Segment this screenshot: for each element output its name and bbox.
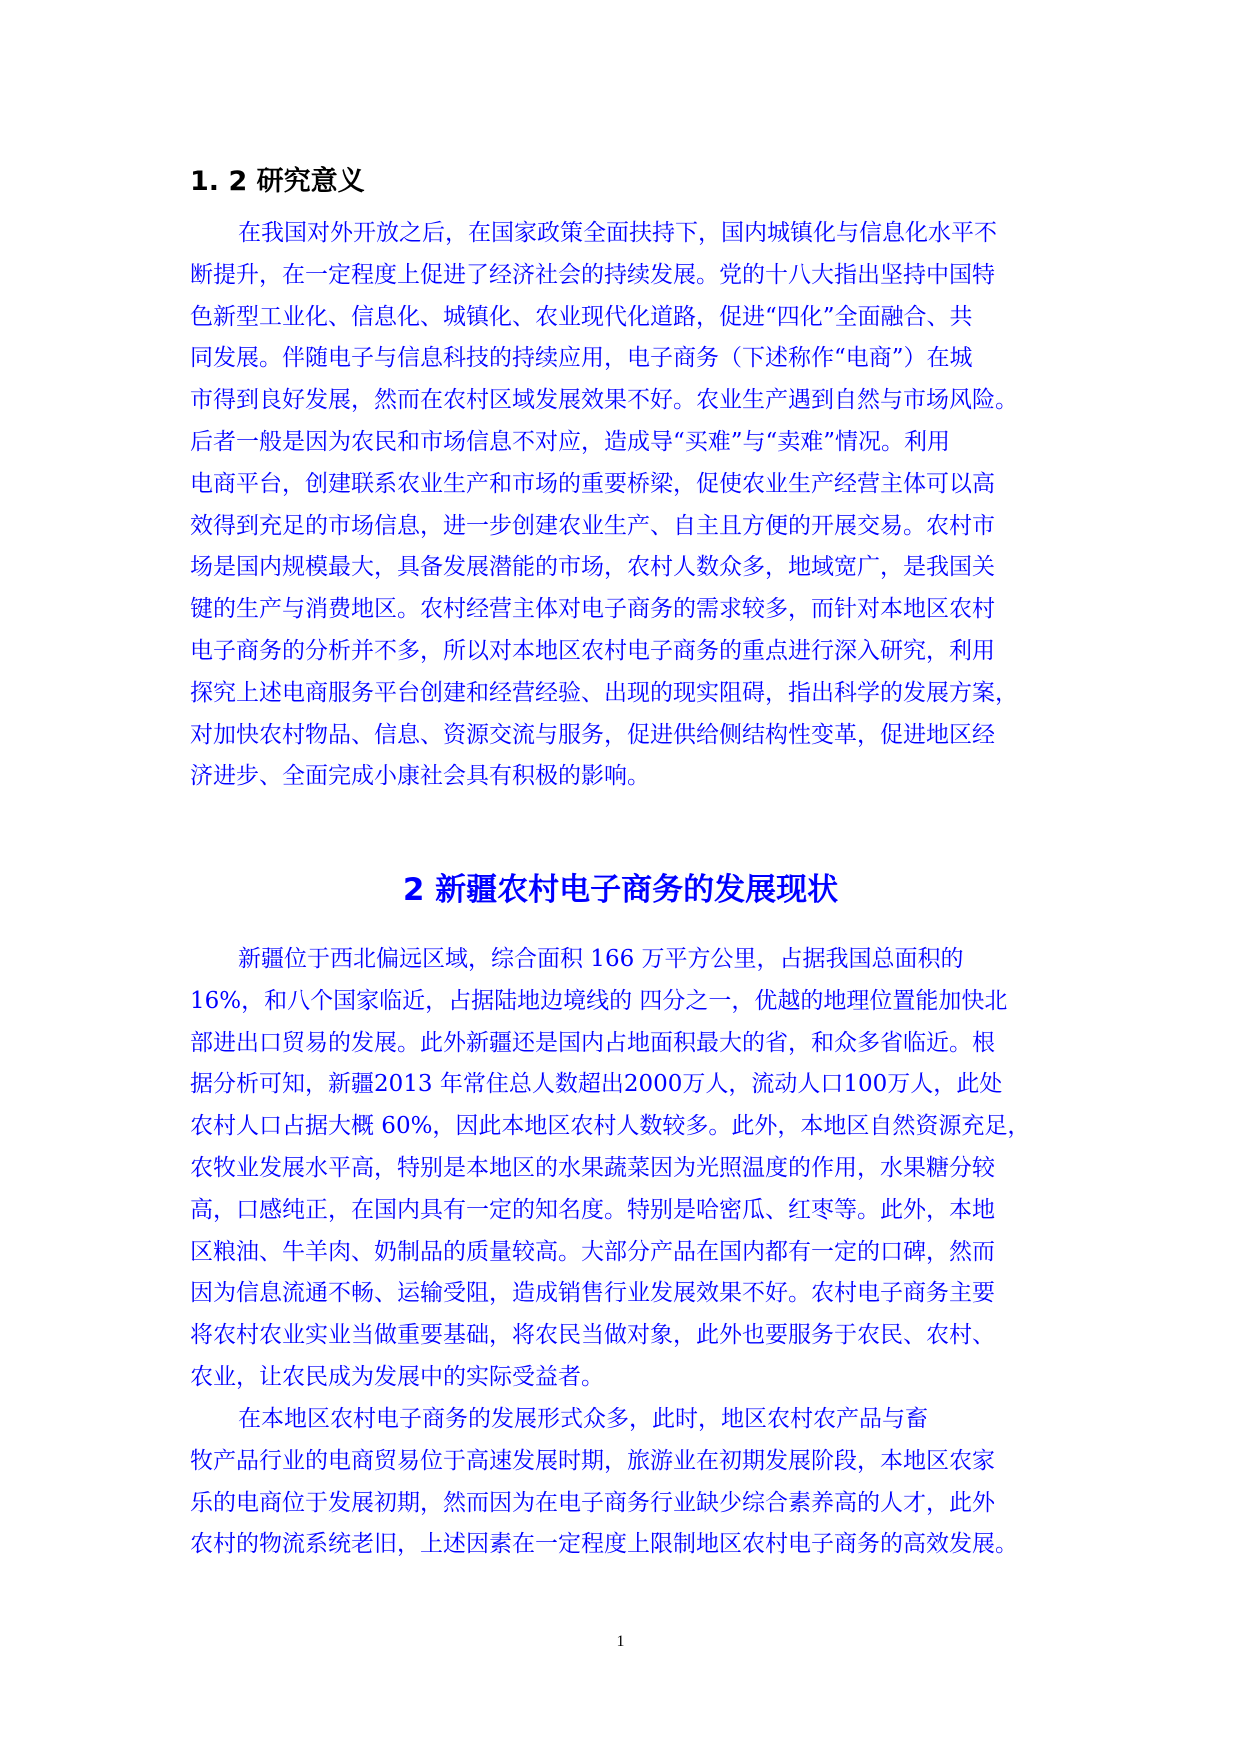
- paragraph-line: 据分析可知，新疆2013 年常住总人数超出2000万人，流动人口100万人，此处: [190, 1071, 1003, 1098]
- paragraph-line: 场是国内规模最大，具备发展潜能的市场，农村人数众多，地域宽广，是我国关: [190, 554, 995, 581]
- paragraph-line: 电商平台，创建联系农业生产和市场的重要桥梁，促使农业生产经营主体可以高: [190, 470, 995, 497]
- paragraph-line: 电子商务的分析并不多，所以对本地区农村电子商务的重点进行深入研究，利用: [190, 637, 995, 664]
- paragraph-line: 对加快农村物品、信息、资源交流与服务，促进供给侧结构性变革，促进地区经: [190, 721, 995, 748]
- paragraph-line: 乐的电商位于发展初期，然而因为在电子商务行业缺少综合素养高的人才，此外: [190, 1489, 995, 1516]
- paragraph-line: 牧产品行业的电商贸易位于高速发展时期，旅游业在初期发展阶段，本地区农家: [190, 1447, 995, 1474]
- paragraph-line: 市得到良好发展，然而在农村区域发展效果不好。农业生产遇到自然与市场风险。: [190, 387, 1018, 414]
- paragraph-line: 在本地区农村电子商务的发展形式众多，此时，地区农村农产品与畜: [238, 1406, 928, 1432]
- paragraph-line: 效得到充足的市场信息，进一步创建农业生产、自主且方便的开展交易。农村市: [190, 512, 995, 539]
- page-number: 1: [616, 1633, 625, 1650]
- paragraph-line: 将农村农业实业当做重要基础，将农民当做对象，此外也要服务于农民、农村、: [190, 1322, 995, 1349]
- paragraph-line: 农村的物流系统老旧，上述因素在一定程度上限制地区农村电子商务的高效发展。: [190, 1531, 1018, 1558]
- paragraph-line: 断提升，在一定程度上促进了经济社会的持续发展。党的十八大指出坚持中国特: [190, 261, 995, 288]
- chapter-paragraph-2: [190, 1399, 1060, 1566]
- paragraph-line: 在我国对外开放之后，在国家政策全面扶持下，国内城镇化与信息化水平不: [238, 220, 997, 246]
- chapter-paragraph-1: [190, 939, 1060, 1399]
- section-paragraph: [190, 213, 1060, 798]
- paragraph-line: 农业，让农民成为发展中的实际受益者。: [190, 1363, 604, 1390]
- paragraph-line: 农牧业发展水平高，特别是本地区的水果蔬菜因为光照温度的作用，水果糖分较: [190, 1154, 995, 1181]
- paragraph-line: 同发展。伴随电子与信息科技的持续应用，电子商务（下述称作“电商”）在城: [190, 345, 973, 372]
- paragraph-line: 高，口感纯正，在国内具有一定的知名度。特别是哈密瓜、红枣等。此外，本地: [190, 1196, 995, 1223]
- chapter-heading: 2 新疆农村电子商务的发展现状: [402, 872, 839, 908]
- paragraph-line: 16%，和八个国家临近，占据陆地边境线的 四分之一，优越的地理位置能加快北: [190, 987, 1008, 1014]
- paragraph-line: 新疆位于西北偏远区域，综合面积 166 万平方公里，占据我国总面积的: [238, 946, 964, 972]
- paragraph-line: 农村人口占据大概 60%，因此本地区农村人数较多。此外，本地区自然资源充足，: [190, 1113, 1031, 1140]
- paragraph-line: 后者一般是因为农民和市场信息不对应，造成导“买难”与“卖难”情况。利用: [190, 428, 951, 455]
- paragraph-line: 区粮油、牛羊肉、奶制品的质量较高。大部分产品在国内都有一定的口碑，然而: [190, 1238, 995, 1265]
- paragraph-line: 因为信息流通不畅、运输受阻，造成销售行业发展效果不好。农村电子商务主要: [190, 1280, 995, 1307]
- paragraph-line: 济进步、全面完成小康社会具有积极的影响。: [190, 763, 650, 790]
- paragraph-line: 探究上述电商服务平台创建和经营经验、出现的现实阻碍，指出科学的发展方案，: [190, 679, 1018, 706]
- paragraph-line: 键的生产与消费地区。农村经营主体对电子商务的需求较多，而针对本地区农村: [190, 596, 995, 623]
- paragraph-line: 色新型工业化、信息化、城镇化、农业现代化道路，促进“四化”全面融合、共: [190, 303, 973, 330]
- section-heading: 1. 2 研究意义: [190, 166, 365, 197]
- paragraph-line: 部进出口贸易的发展。此外新疆还是国内占地面积最大的省，和众多省临近。根: [190, 1029, 995, 1056]
